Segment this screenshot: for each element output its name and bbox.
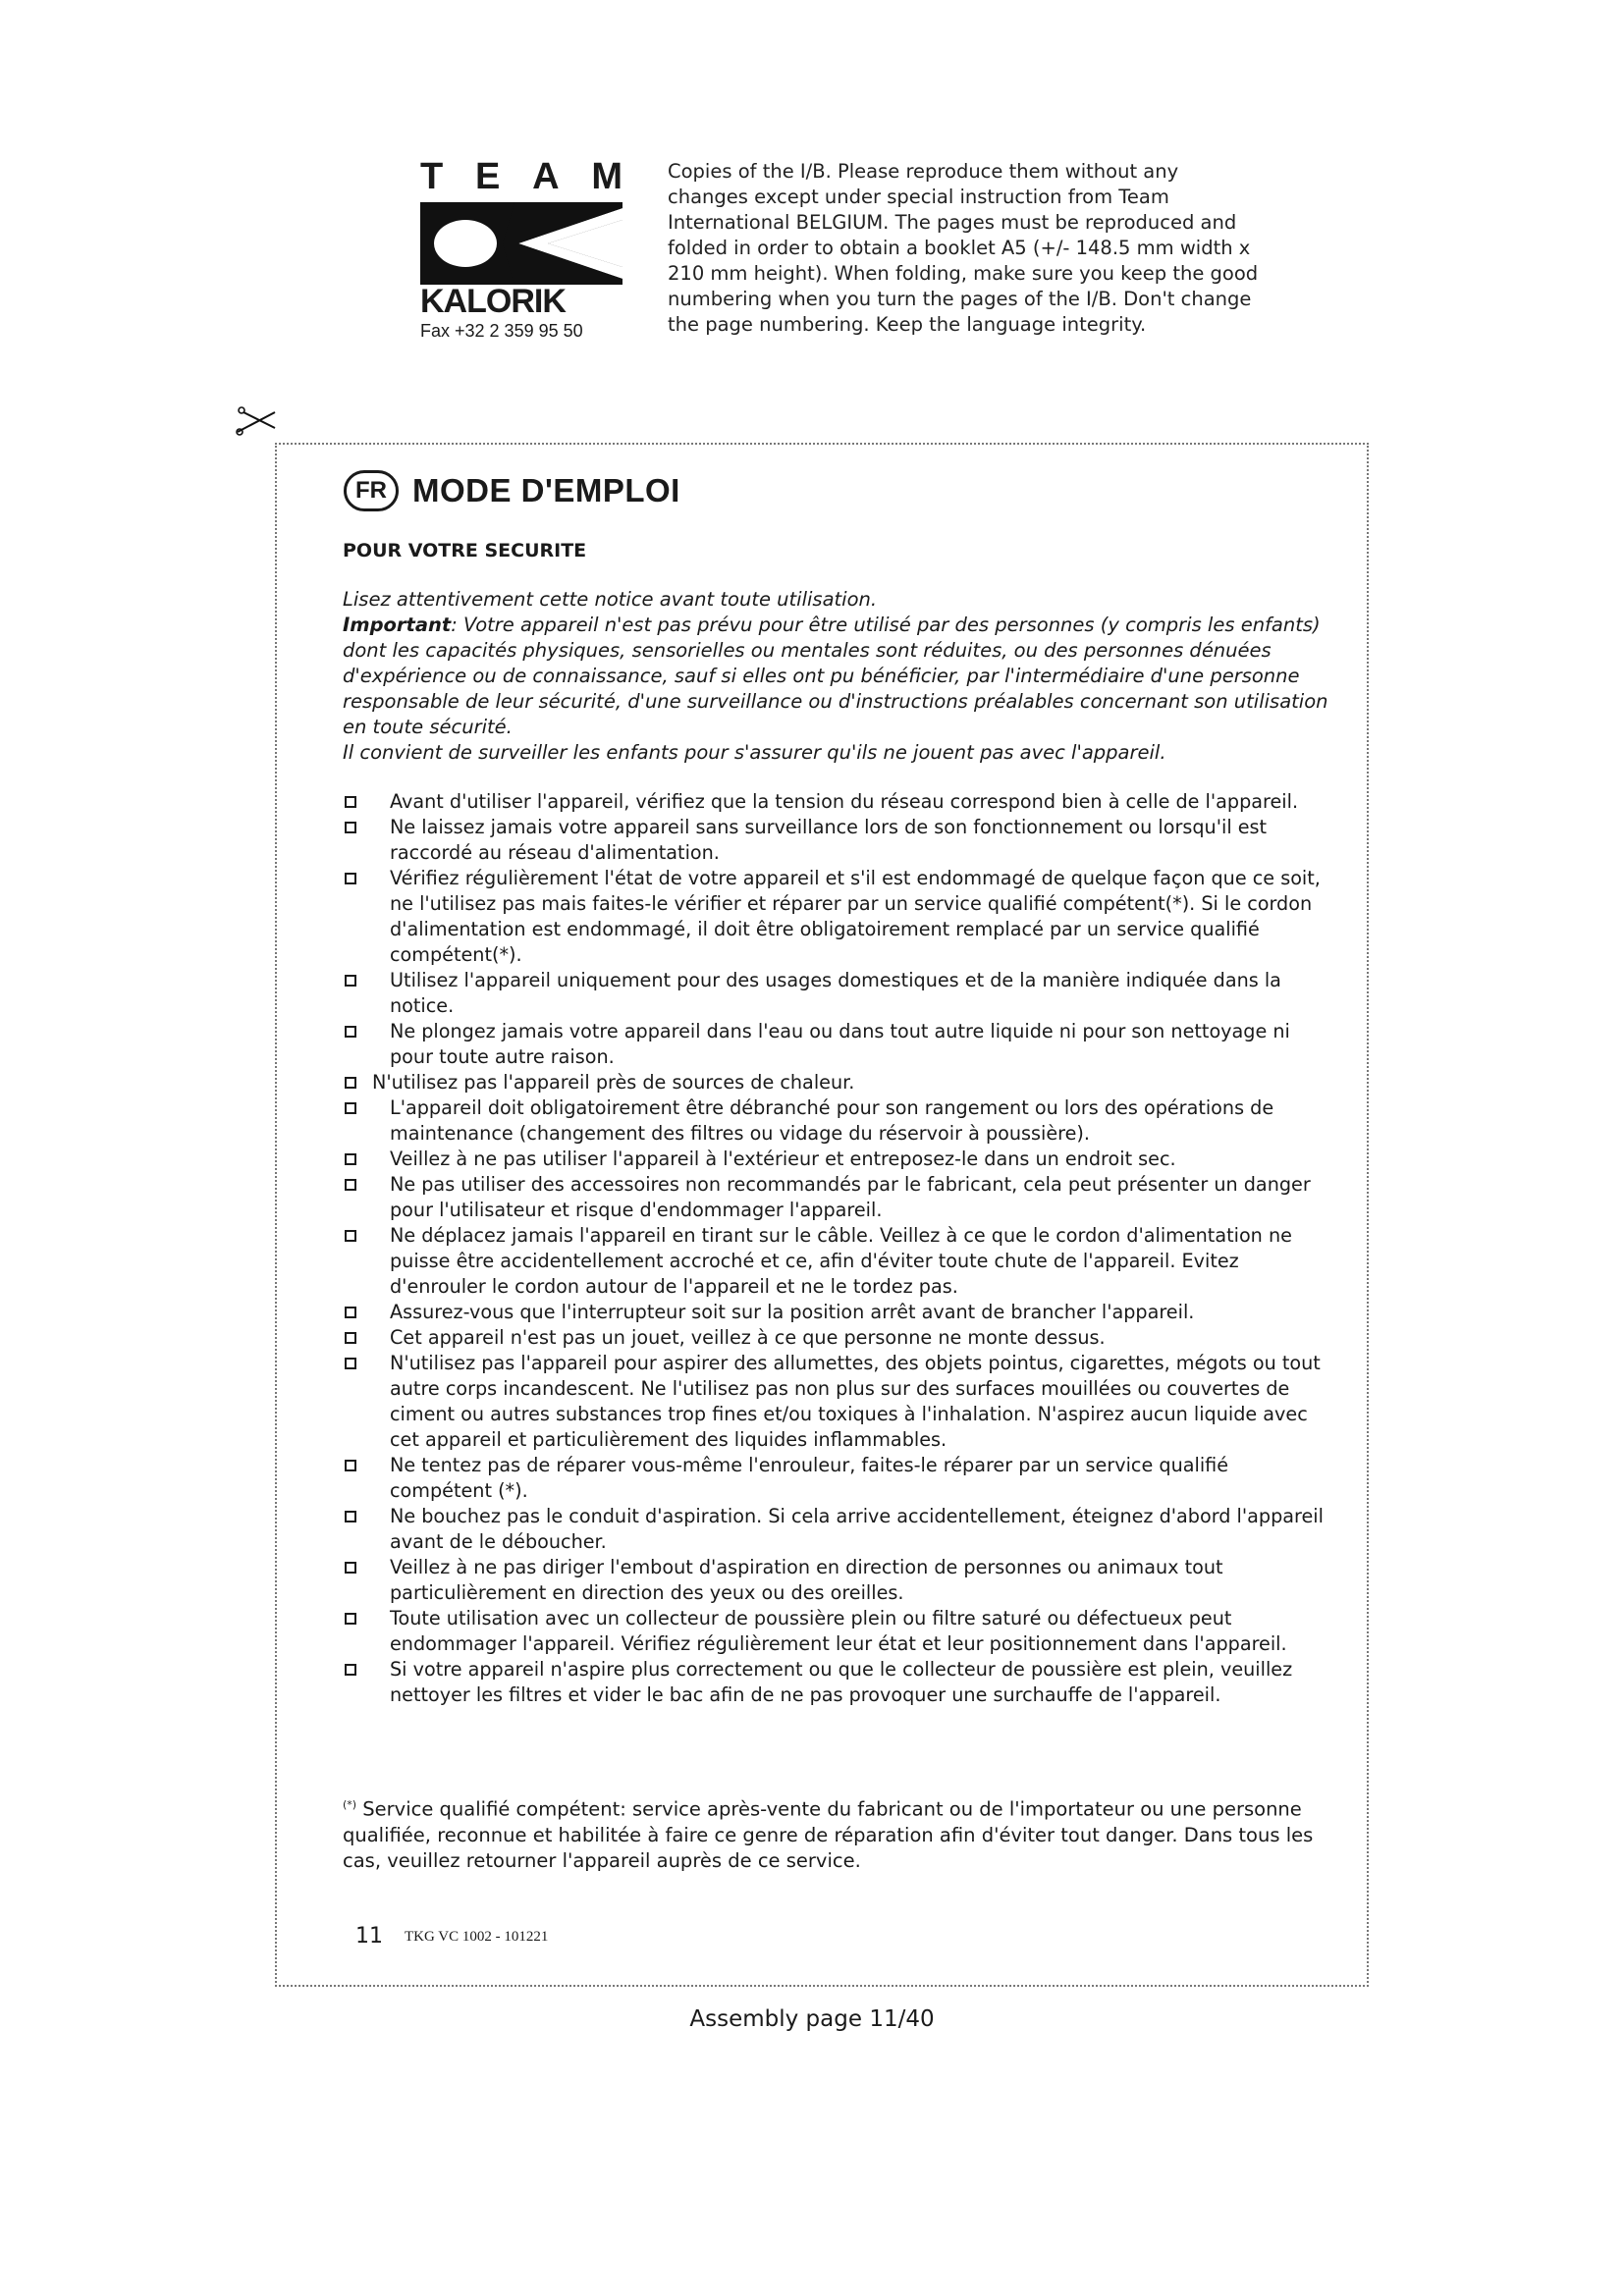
children-notice: Il convient de surveiller les enfants pour s'assurer qu'ils ne jouent pas avec l'appareil. xyxy=(343,741,1166,764)
section-title: POUR VOTRE SECURITE xyxy=(343,540,587,561)
checkbox-bullet-icon xyxy=(345,1230,356,1242)
assembly-page-label: Assembly page 11/40 xyxy=(689,2006,935,2032)
copy-instructions: Copies of the I/B. Please reproduce them without any changes except under special instruction from Team International BELGIUM. The pages must be reproduced and folded in order to obtain a booklet A5 (+/- 148.5 mm width x 210 mm height). When folding, make sure you keep the good numbering when you turn the pages of the I/B. Don't change the page numbering. Keep the language integrity. xyxy=(668,160,1259,336)
checkbox-bullet-icon xyxy=(345,1358,356,1369)
page-number: 11 xyxy=(355,1924,383,1949)
checkbox-bullet-icon xyxy=(345,1153,356,1165)
footnote-text: Service qualifié compétent: service après-vente du fabricant ou de l'importateur ou une personne qualifiée, reconnue et habilitée à faire ce genre de réparation afin d'éviter tout danger. Dans tous les cas, veuillez retourner l'appareil auprès de ce service. xyxy=(343,1797,1314,1872)
list-item: Ne plongez jamais votre appareil dans l'eau ou dans tout autre liquide ni pour son nettoyage ni pour toute autre raison. xyxy=(343,1019,1334,1070)
logo-brand: KALORIK xyxy=(420,283,566,320)
list-item: Veillez à ne pas diriger l'embout d'aspiration en direction de personnes ou animaux tout particulièrement en direction des yeux ou des oreilles. xyxy=(343,1555,1334,1606)
list-item: N'utilisez pas l'appareil près de sources de chaleur. xyxy=(343,1070,1334,1095)
page-title: MODE D'EMPLOI xyxy=(412,472,680,508)
list-item: L'appareil doit obligatoirement être débranché pour son rangement ou lors des opérations de maintenance (changement des filtres ou vidage du réservoir à poussière). xyxy=(343,1095,1334,1147)
checkbox-bullet-icon xyxy=(345,1613,356,1625)
team-kalorik-logo xyxy=(420,157,623,344)
list-item: Assurez-vous que l'interrupteur soit sur la position arrêt avant de brancher l'appareil. xyxy=(343,1300,1334,1325)
list-item: Cet appareil n'est pas un jouet, veillez à ce que personne ne monte dessus. xyxy=(343,1325,1334,1351)
safety-list xyxy=(343,789,1334,1708)
scissors-icon xyxy=(236,406,279,436)
checkbox-bullet-icon xyxy=(345,796,356,808)
list-item: Ne tentez pas de réparer vous-même l'enrouleur, faites-le réparer par un service qualifié compétent (*). xyxy=(343,1453,1334,1504)
checkbox-bullet-icon xyxy=(345,1026,356,1038)
model-code: TKG VC 1002 - 101221 xyxy=(405,1929,549,1945)
important-notice xyxy=(343,613,1334,740)
checkbox-bullet-icon xyxy=(345,1332,356,1344)
list-item: Ne pas utiliser des accessoires non recommandés par le fabricant, cela peut présenter un danger pour l'utilisateur et risque d'endommager l'appareil. xyxy=(343,1172,1334,1223)
important-text: : Votre appareil n'est pas prévu pour être utilisé par des personnes (y compris les enfants) dont les capacités physiques, sensorielles ou mentales sont réduites, ou des personnes dénuées d'expérience ou de connaissance, sauf si elles ont pu bénéficier, par l'intermédiaire d'une personne responsable de leur sécurité, d'une surveillance ou d'instructions préalables concernant son utilisation en toute sécurité. xyxy=(343,614,1328,738)
footnote-mark: (*) xyxy=(343,1798,357,1811)
checkbox-bullet-icon xyxy=(345,1664,356,1676)
safety-intro xyxy=(343,587,1334,766)
intro-line: Lisez attentivement cette notice avant toute utilisation. xyxy=(343,588,878,611)
list-item: Ne déplacez jamais l'appareil en tirant sur le câble. Veillez à ce que le cordon d'alimentation ne puisse être accidentellement accroché et ce, afin d'éviter toute chute de l'appareil. Evitez d'enrouler le cordon autour de l'appareil et ne le tordez pas. xyxy=(343,1223,1334,1300)
list-item: Utilisez l'appareil uniquement pour des usages domestiques et de la manière indiquée dans la notice. xyxy=(343,968,1334,1019)
list-item: Avant d'utiliser l'appareil, vérifiez que la tension du réseau correspond bien à celle de l'appareil. xyxy=(343,789,1334,815)
checkbox-bullet-icon xyxy=(345,1179,356,1191)
checkbox-bullet-icon xyxy=(345,1562,356,1574)
list-item: Vérifiez régulièrement l'état de votre appareil et s'il est endommagé de quelque façon que ce soit, ne l'utilisez pas mais faites-le vérifier et réparer par un service qualifié compétent(*). Si le cordon d'alimentation est endommagé, il doit être obligatoirement remplacé par un service qualifié compétent(*). xyxy=(343,866,1334,968)
checkbox-bullet-icon xyxy=(345,1077,356,1089)
list-item: Veillez à ne pas utiliser l'appareil à l'extérieur et entreposez-le dans un endroit sec. xyxy=(343,1147,1334,1172)
fax-number: Fax +32 2 359 95 50 xyxy=(420,321,583,341)
checkbox-bullet-icon xyxy=(345,873,356,884)
list-item: Toute utilisation avec un collecteur de poussière plein ou filtre saturé ou défectueux peut endommager l'appareil. Vérifiez régulièrement leur état et leur positionnement dans l'appareil. xyxy=(343,1606,1334,1657)
checkbox-bullet-icon xyxy=(345,1460,356,1471)
checkbox-bullet-icon xyxy=(345,1102,356,1114)
checkbox-bullet-icon xyxy=(345,1511,356,1522)
footnote xyxy=(343,1792,1325,1874)
logo-mark-icon xyxy=(420,202,623,285)
checkbox-bullet-icon xyxy=(345,1307,356,1318)
page-heading xyxy=(344,465,680,516)
checkbox-bullet-icon xyxy=(345,975,356,987)
important-label: Important xyxy=(343,614,452,636)
checkbox-bullet-icon xyxy=(345,822,356,833)
list-item: Si votre appareil n'aspire plus correctement ou que le collecteur de poussière est plein, veuillez nettoyer les filtres et vider le bac afin de ne pas provoquer une surchauffe de l'appareil. xyxy=(343,1657,1334,1708)
language-badge: FR xyxy=(344,470,399,511)
list-item: N'utilisez pas l'appareil pour aspirer des allumettes, des objets pointus, cigarettes, mégots ou tout autre corps incandescent. Ne l'utilisez pas non plus sur des surfaces mouillées ou couvertes de ciment ou autres substances trop fines et/ou toxiques à l'inhalation. N'aspirez aucun liquide avec cet appareil et particulièrement des liquides inflammables. xyxy=(343,1351,1334,1453)
logo-team-letters: T E A M xyxy=(420,156,623,197)
list-item: Ne laissez jamais votre appareil sans surveillance lors de son fonctionnement ou lorsqu'il est raccordé au réseau d'alimentation. xyxy=(343,815,1334,866)
list-item: Ne bouchez pas le conduit d'aspiration. Si cela arrive accidentellement, éteignez d'abord l'appareil avant de le déboucher. xyxy=(343,1504,1334,1555)
